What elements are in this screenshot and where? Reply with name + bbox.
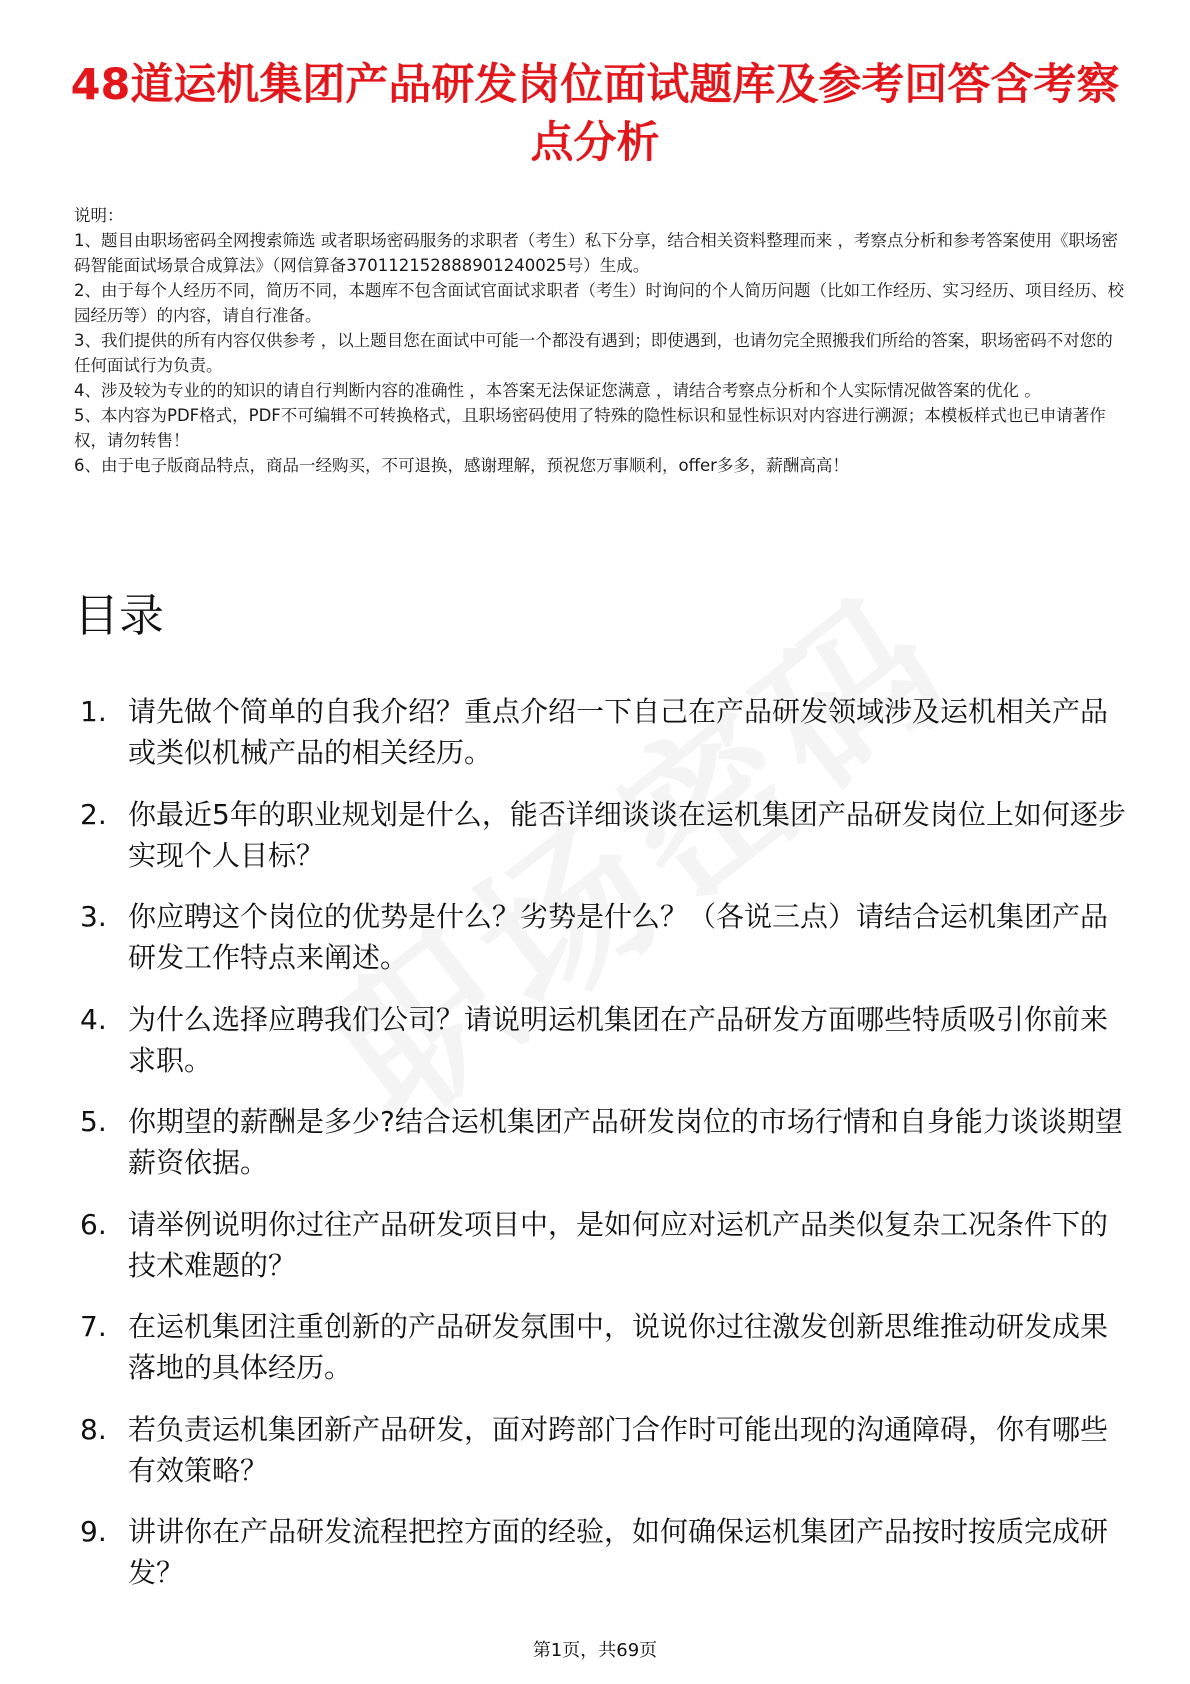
toc-item-number: 3. xyxy=(80,900,107,933)
toc-item[interactable] xyxy=(80,1306,1130,1388)
note-item: 6、由于电子版商品特点，商品一经购买，不可退换，感谢理解，预祝您万事顺利，offer多多，薪酬高高！ xyxy=(74,456,849,475)
notes-heading: 说明： xyxy=(74,206,124,225)
document-title: 48道运机集团产品研发岗位面试题库及参考回答含考察点分析 xyxy=(70,60,1120,168)
toc-item-number: 7. xyxy=(80,1310,107,1343)
toc-item-text: 请先做个简单的自我介绍？重点介绍一下自己在产品研发领域涉及运机相关产品或类似机械产品的相关经历。 xyxy=(128,695,1109,769)
note-item: 5、本内容为PDF格式，PDF不可编辑不可转换格式，且职场密码使用了特殊的隐性标识和显性标识对内容进行溯源；本模板样式也已申请著作权，请勿转售！ xyxy=(74,406,1106,450)
toc-item-text: 你最近5年的职业规划是什么，能否详细谈谈在运机集团产品研发岗位上如何逐步实现个人目标？ xyxy=(128,797,1126,872)
toc-item-number: 8. xyxy=(80,1412,107,1446)
note-item: 4、涉及较为专业的的知识的请自行判断内容的准确性 ，本答案无法保证您满意 ，请结合考察点分析和个人实际情况做答案的优化 。 xyxy=(74,381,1041,400)
toc-item-number: 6. xyxy=(80,1207,107,1241)
toc-item-number: 1. xyxy=(80,695,107,728)
toc-item-text: 你期望的薪酬是多少?结合运机集团产品研发岗位的市场行情和自身能力谈谈期望薪资依据。 xyxy=(128,1105,1123,1179)
toc-item-text: 讲讲你在产品研发流程把控方面的经验，如何确保运机集团产品按时按质完成研发？ xyxy=(128,1515,1109,1589)
toc-item-text: 在运机集团注重创新的产品研发氛围中，说说你过往激发创新思维推动研发成果落地的具体经历。 xyxy=(128,1310,1109,1384)
note-item: 2、由于每个人经历不同，简历不同，本题库不包含面试官面试求职者（考生）时询问的个人简历问题（比如工作经历、实习经历、项目经历、校园经历等）的内容，请自行准备。 xyxy=(74,281,1124,325)
toc-item-text: 为什么选择应聘我们公司？请说明运机集团在产品研发方面哪些特质吸引你前来求职。 xyxy=(128,1002,1109,1077)
toc-item-text: 若负责运机集团新产品研发，面对跨部门合作时可能出现的沟通障碍，你有哪些有效策略？ xyxy=(128,1412,1109,1487)
note-item: 3、我们提供的所有内容仅供参考 ，以上题目您在面试中可能一个都没有遇到；即使遇到，也请勿完全照搬我们所给的答案，职场密码不对您的任何面试行为负责。 xyxy=(74,331,1113,375)
toc-item[interactable] xyxy=(80,794,1130,876)
toc-item[interactable] xyxy=(80,1204,1130,1286)
toc-heading: 目录 xyxy=(74,589,165,642)
toc-item-number: 9. xyxy=(80,1515,107,1548)
toc-item[interactable] xyxy=(80,896,1130,978)
page-footer: 第1页，共69页 xyxy=(532,1640,658,1661)
toc-item[interactable] xyxy=(80,1511,1130,1593)
toc-item-text: 请举例说明你过往产品研发项目中，是如何应对运机产品类似复杂工况条件下的技术难题的？ xyxy=(128,1207,1109,1282)
toc-item-number: 5. xyxy=(80,1105,107,1138)
toc-item-number: 4. xyxy=(80,1002,107,1036)
notes-section xyxy=(74,203,1126,478)
note-item: 1、题目由职场密码全网搜索筛选 或者职场密码服务的求职者（考生）私下分享，结合相关资料整理而来 ，考察点分析和参考答案使用《职场密码智能面试场景合成算法》（网信算备370112152888901240025号）生成。 xyxy=(74,231,1118,275)
toc-item[interactable] xyxy=(80,691,1130,773)
toc-list xyxy=(80,691,1130,1614)
toc-item-number: 2. xyxy=(80,797,107,831)
toc-item[interactable] xyxy=(80,1101,1130,1183)
toc-item-text: 你应聘这个岗位的优势是什么？劣势是什么？（各说三点）请结合运机集团产品研发工作特点来阐述。 xyxy=(128,900,1109,974)
toc-item[interactable] xyxy=(80,1409,1130,1491)
toc-item[interactable] xyxy=(80,999,1130,1081)
